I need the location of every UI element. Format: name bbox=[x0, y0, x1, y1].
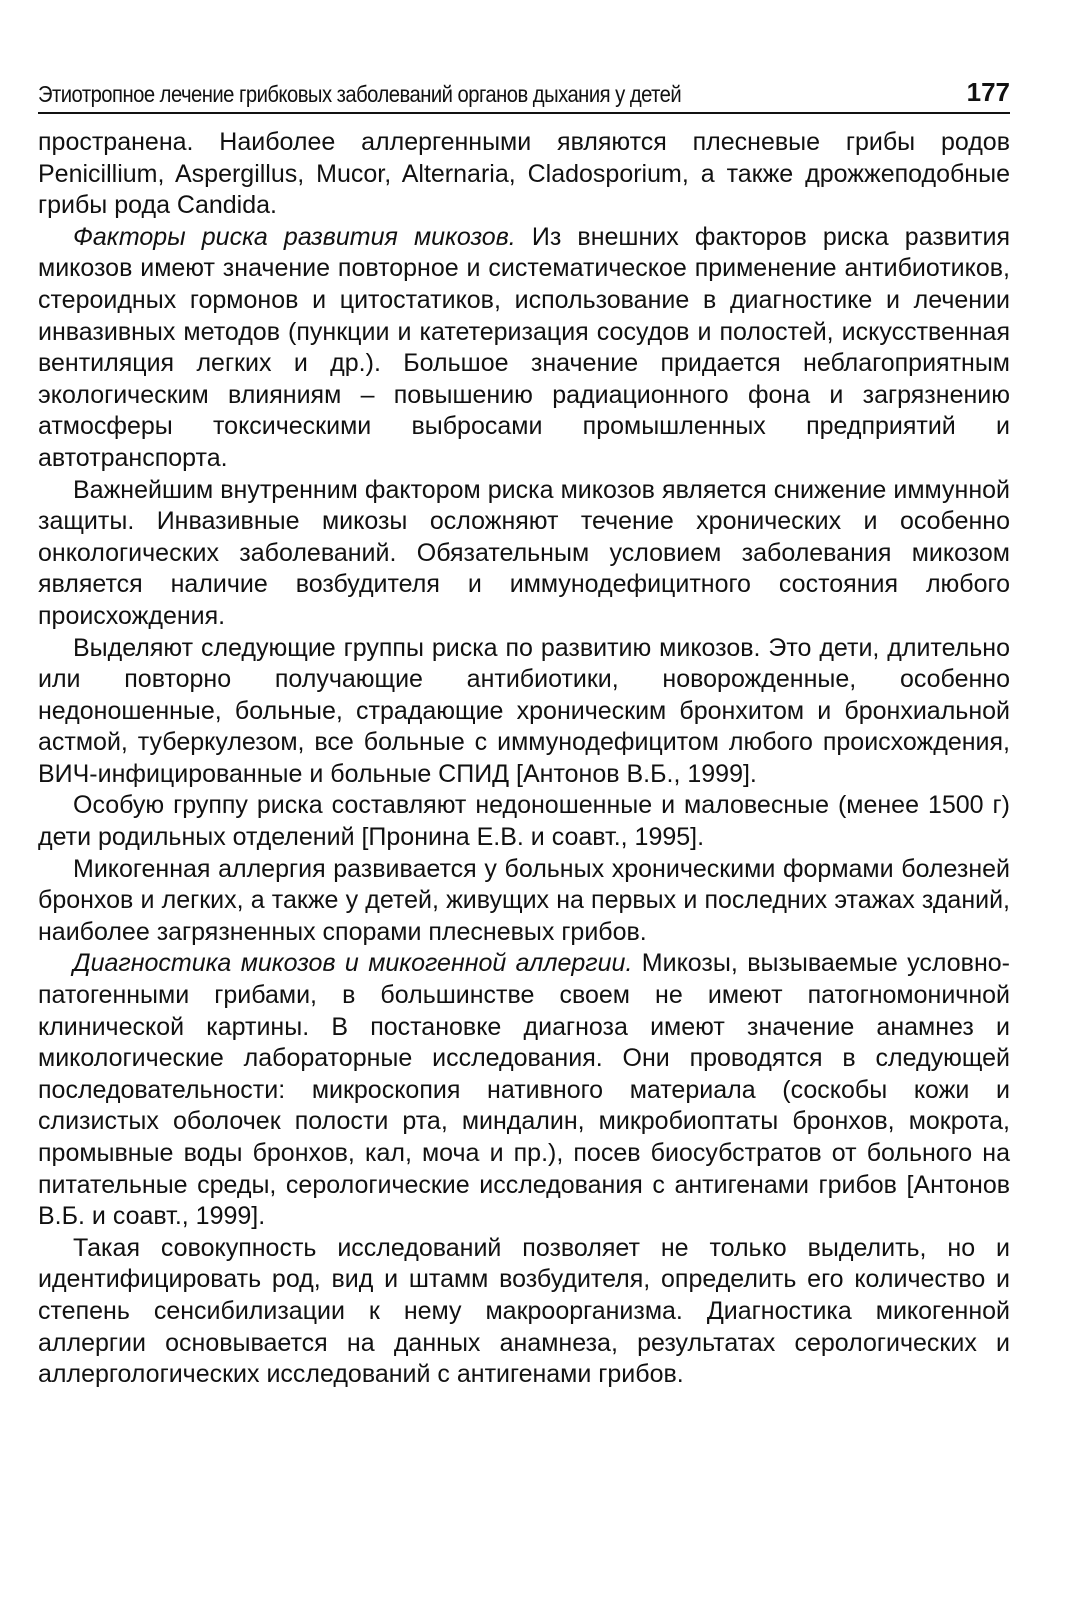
body-text bbox=[38, 127, 1010, 1391]
paragraph bbox=[38, 475, 1010, 633]
page-number: 177 bbox=[966, 77, 1010, 107]
running-header bbox=[38, 68, 1010, 114]
paragraph-text: Важнейшим внутренним фактором риска микозов является снижение иммунной защиты. Инвазивные микозы осложняют течение хронических и особенно онкологических заболеваний. Обязательным условием заболевания микозом является наличие возбудителя и иммунодефицитного состояния любого происхождения. bbox=[38, 475, 1010, 630]
paragraph bbox=[38, 854, 1010, 949]
paragraph-text: Из внешних факторов риска развития микозов имеют значение повторное и систематическое применение антибиотиков, стероидных гормонов и цитостатиков, использование в диагностике и лечении инвазивных методов (пункции и катетеризация сосудов и полостей, искусственная вентиляция легких и др.). Большое значение придается неблагоприятным экологическим влияниям – повышению радиационного фона и загрязнению атмосферы токсическими выбросами промышленных предприятий и автотранспорта. bbox=[38, 222, 1010, 472]
paragraph-text: Выделяют следующие группы риска по развитию микозов. Это дети, длительно или повторно получающие антибиотики, новорожденные, особенно недоношенные, больные, страдающие хроническим бронхитом и бронхиальной астмой, туберкулезом, все больные с иммунодефицитом любого происхождения, ВИЧ-инфицированные и больные СПИД [Антонов В.Б., 1999]. bbox=[38, 633, 1010, 788]
paragraph bbox=[38, 633, 1010, 791]
running-title: Этиотропное лечение грибковых заболеваний органов дыхания у детей bbox=[38, 81, 682, 107]
paragraph bbox=[38, 948, 1010, 1232]
paragraph bbox=[38, 127, 1010, 222]
paragraph-text: пространена. Наиболее аллергенными являются плесневые грибы родов Penicillium, Aspergillus, Mucor, Alternaria, Cladosporium, а также дрожжеподобные грибы рода Candida. bbox=[38, 128, 1010, 220]
paragraph-text: Микогенная аллергия развивается у больных хроническими формами болезней бронхов и легких, а также у детей, живущих на первых и последних этажах зданий, наиболее загрязненных спорами плесневых грибов. bbox=[38, 854, 1010, 946]
book-page bbox=[38, 68, 1010, 1391]
paragraph bbox=[38, 222, 1010, 475]
paragraph bbox=[38, 790, 1010, 853]
paragraph-text: Микозы, вызываемые условно-патогенными грибами, в большинстве своем не имеют патогномоничной клинической картины. В постановке диагноза имеют значение анамнез и микологические лабораторные исследования. Они проводятся в следующей последовательности: микроскопия нативного материала (соскобы кожи и слизистых оболочек полости рта, миндалин, микробиоптаты бронхов, мокрота, промывные воды бронхов, кал, моча и пр.), посев биосубстратов от больного на питательные среды, серологические исследования с антигенами грибов [Антонов В.Б. и соавт., 1999]. bbox=[38, 949, 1010, 1231]
paragraph-text: Такая совокупность исследований позволяет не только выделить, но и идентифицировать род, вид и штамм возбудителя, определить его количество и степень сенсибилизации к нему макроорганизма. Диагностика микогенной аллергии основывается на данных анамнеза, результатах серологических и аллергологических исследований с антигенами грибов. bbox=[38, 1233, 1010, 1389]
paragraph bbox=[38, 1233, 1010, 1391]
paragraph-text: Особую группу риска составляют недоношенные и маловесные (менее 1500 г) дети родильных отделений [Пронина Е.В. и соавт., 1995]. bbox=[38, 791, 1010, 852]
paragraph-subheading: Диагностика микозов и микогенной аллергии. bbox=[73, 949, 633, 978]
paragraph-subheading: Факторы риска развития микозов. bbox=[73, 222, 516, 251]
